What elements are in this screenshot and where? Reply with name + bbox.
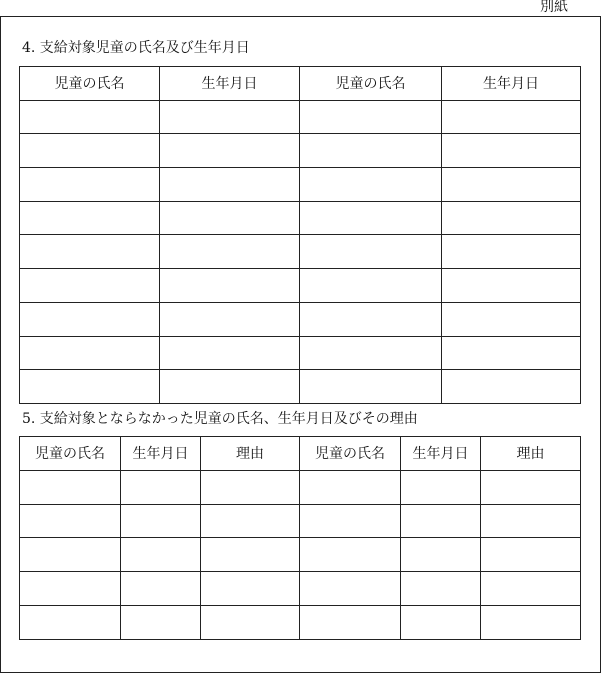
table-header-row <box>20 437 581 471</box>
entry-cell[interactable] <box>401 605 481 639</box>
entry-cell[interactable] <box>20 235 160 269</box>
column-header-child-name: 児童の氏名 <box>20 67 160 101</box>
entry-cell[interactable] <box>121 538 201 572</box>
entry-cell[interactable] <box>442 269 581 303</box>
ineligible-children-table <box>19 436 581 640</box>
entry-cell[interactable] <box>160 201 300 235</box>
column-header-birth-date: 生年月日 <box>442 67 581 101</box>
entry-cell[interactable] <box>442 302 581 336</box>
entry-cell[interactable] <box>300 269 442 303</box>
section-5-heading: 5. 支給対象とならなかった児童の氏名、生年月日及びその理由 <box>22 411 418 427</box>
entry-cell[interactable] <box>201 470 300 504</box>
entry-cell[interactable] <box>401 572 481 606</box>
entry-cell[interactable] <box>300 100 442 134</box>
entry-cell[interactable] <box>481 470 581 504</box>
entry-cell[interactable] <box>401 538 481 572</box>
entry-cell[interactable] <box>300 370 442 404</box>
table-row <box>20 370 581 404</box>
entry-cell[interactable] <box>442 336 581 370</box>
ineligible-children-rows <box>20 470 581 639</box>
entry-cell[interactable] <box>20 605 121 639</box>
entry-cell[interactable] <box>300 168 442 202</box>
entry-cell[interactable] <box>160 370 300 404</box>
entry-cell[interactable] <box>481 538 581 572</box>
attachment-label: 別紙 <box>540 0 568 15</box>
entry-cell[interactable] <box>201 572 300 606</box>
entry-cell[interactable] <box>300 504 401 538</box>
column-header-birth-date: 生年月日 <box>160 67 300 101</box>
column-header-child-name: 児童の氏名 <box>300 67 442 101</box>
entry-cell[interactable] <box>481 572 581 606</box>
entry-cell[interactable] <box>481 504 581 538</box>
entry-cell[interactable] <box>121 572 201 606</box>
entry-cell[interactable] <box>121 504 201 538</box>
column-header-birth-date: 生年月日 <box>401 437 481 471</box>
entry-cell[interactable] <box>160 235 300 269</box>
eligible-children-rows <box>20 100 581 403</box>
entry-cell[interactable] <box>442 370 581 404</box>
entry-cell[interactable] <box>20 269 160 303</box>
column-header-child-name: 児童の氏名 <box>20 437 121 471</box>
table-row <box>20 504 581 538</box>
entry-cell[interactable] <box>300 336 442 370</box>
table-row <box>20 336 581 370</box>
entry-cell[interactable] <box>20 470 121 504</box>
entry-cell[interactable] <box>201 504 300 538</box>
column-header-birth-date: 生年月日 <box>121 437 201 471</box>
entry-cell[interactable] <box>300 302 442 336</box>
entry-cell[interactable] <box>121 605 201 639</box>
entry-cell[interactable] <box>160 134 300 168</box>
column-header-child-name: 児童の氏名 <box>300 437 401 471</box>
entry-cell[interactable] <box>201 605 300 639</box>
entry-cell[interactable] <box>442 168 581 202</box>
entry-cell[interactable] <box>20 134 160 168</box>
entry-cell[interactable] <box>442 134 581 168</box>
column-header-reason: 理由 <box>201 437 300 471</box>
entry-cell[interactable] <box>300 605 401 639</box>
entry-cell[interactable] <box>160 100 300 134</box>
table-row <box>20 302 581 336</box>
table-row <box>20 100 581 134</box>
entry-cell[interactable] <box>442 100 581 134</box>
entry-cell[interactable] <box>20 302 160 336</box>
entry-cell[interactable] <box>401 504 481 538</box>
entry-cell[interactable] <box>20 370 160 404</box>
table-row <box>20 168 581 202</box>
table-row <box>20 572 581 606</box>
eligible-children-table <box>19 66 581 404</box>
entry-cell[interactable] <box>20 168 160 202</box>
entry-cell[interactable] <box>20 336 160 370</box>
entry-cell[interactable] <box>401 470 481 504</box>
entry-cell[interactable] <box>160 269 300 303</box>
entry-cell[interactable] <box>20 538 121 572</box>
section-4-heading: 4. 支給対象児童の氏名及び生年月日 <box>22 40 250 56</box>
entry-cell[interactable] <box>20 201 160 235</box>
entry-cell[interactable] <box>300 470 401 504</box>
table-row <box>20 134 581 168</box>
entry-cell[interactable] <box>300 201 442 235</box>
column-header-reason: 理由 <box>481 437 581 471</box>
entry-cell[interactable] <box>160 302 300 336</box>
table-header-row <box>20 67 581 101</box>
entry-cell[interactable] <box>201 538 300 572</box>
entry-cell[interactable] <box>20 100 160 134</box>
table-row <box>20 605 581 639</box>
entry-cell[interactable] <box>442 235 581 269</box>
entry-cell[interactable] <box>481 605 581 639</box>
entry-cell[interactable] <box>121 470 201 504</box>
entry-cell[interactable] <box>442 201 581 235</box>
entry-cell[interactable] <box>20 572 121 606</box>
entry-cell[interactable] <box>160 336 300 370</box>
entry-cell[interactable] <box>20 504 121 538</box>
entry-cell[interactable] <box>300 538 401 572</box>
table-row <box>20 538 581 572</box>
entry-cell[interactable] <box>160 168 300 202</box>
entry-cell[interactable] <box>300 134 442 168</box>
entry-cell[interactable] <box>300 235 442 269</box>
entry-cell[interactable] <box>300 572 401 606</box>
table-row <box>20 235 581 269</box>
table-row <box>20 470 581 504</box>
table-row <box>20 201 581 235</box>
table-row <box>20 269 581 303</box>
